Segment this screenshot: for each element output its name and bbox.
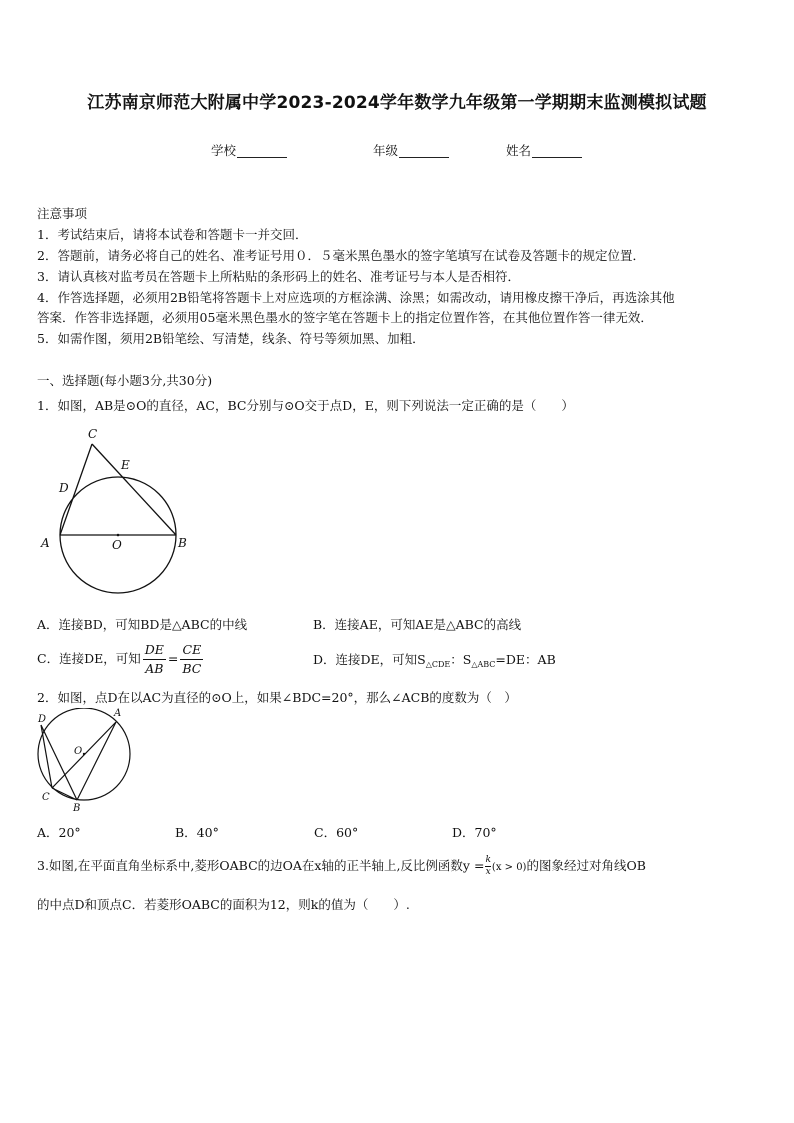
q2-figure: [30, 708, 140, 816]
q1-label-o: O: [112, 538, 122, 552]
fraction-denominator: BC: [182, 661, 202, 676]
q1-option-d[interactable]: [313, 650, 556, 669]
q1-label-b: B: [178, 536, 187, 550]
q2-stem: 2．如图，点D在以AC为直径的⊙O上，如果∠BDC=20°，那么∠ACB的度数为（ ）: [37, 690, 517, 705]
q2-option-c[interactable]: C．60°: [314, 825, 359, 840]
grade-label: 年级: [373, 143, 399, 158]
fraction-denominator: AB: [145, 661, 164, 676]
q2-label-c: C: [42, 792, 50, 803]
q2-option-b[interactable]: B．40°: [175, 825, 219, 840]
school-label: 学校: [211, 143, 237, 158]
fraction-denominator: x: [485, 867, 491, 877]
q3-stem-line2: 的中点D和顶点C．若菱形OABC的面积为12，则k的值为（ ）.: [37, 897, 410, 912]
subscript: △ABC: [471, 660, 496, 669]
name-blank[interactable]: [532, 143, 582, 158]
q2-label-b: B: [73, 803, 81, 814]
q1-option-c[interactable]: [37, 638, 205, 680]
q2-option-a[interactable]: A．20°: [37, 825, 81, 840]
note-item: 4．作答选择题，必须用2B铅笔将答题卡上对应选项的方框涂满、涂黑；如需改动，请用橡皮擦干净后，再选涂其他: [37, 290, 675, 305]
q1-option-a[interactable]: A．连接BD，可知BD是△ABC的中线: [37, 617, 248, 632]
q1-label-d: D: [59, 481, 69, 495]
name-label: 姓名: [506, 143, 532, 158]
q1-stem: 1．如图，AB是⊙O的直径，AC，BC分别与⊙O交于点D，E，则下列说法一定正确的是（ ）: [37, 398, 574, 413]
note-item: 5．如需作图，须用2B铅笔绘、写清楚，线条、符号等须加黑、加粗．: [37, 331, 425, 346]
q2-option-d[interactable]: D．70°: [452, 825, 497, 840]
grade-blank[interactable]: [399, 143, 449, 158]
q1-option-d-text: D．连接DE，可知S: [313, 652, 426, 667]
exam-title: 江苏南京师范大附属中学2023-2024学年数学九年级第一学期期末监测模拟试题: [87, 93, 707, 113]
q1-option-b[interactable]: B．连接AE，可知AE是△ABC的高线: [313, 617, 522, 632]
q1-option-d-text: =DE：AB: [495, 652, 556, 667]
q3-condition: (x > 0): [491, 862, 527, 873]
q1-label-c: C: [88, 427, 98, 441]
section-heading: 一、选择题(每小题3分,共30分): [37, 373, 213, 388]
q3-k-over-x: [485, 855, 490, 878]
school-blank[interactable]: [237, 143, 287, 158]
q1-label-a: A: [41, 536, 50, 550]
q3-stem: [37, 848, 646, 884]
q1-diagram: [30, 425, 190, 600]
note-item: 答案．作答非选择题，必须用05毫米黑色墨水的签字笔在答题卡上的指定位置作答，在其他位置作答一律无效．: [37, 310, 653, 325]
school-field[interactable]: [211, 141, 287, 159]
fraction-numerator: CE: [180, 641, 203, 660]
note-item: 2．答题前，请务必将自己的姓名、准考证号用０．５毫米黑色墨水的签字笔填写在试卷及答题卡的规定位置．: [37, 248, 645, 263]
q1-option-d-text: ：S: [450, 652, 472, 667]
note-item: 1．考试结束后，请将本试卷和答题卡一并交回．: [37, 227, 308, 242]
q1-option-c-text: C．连接DE，可知: [37, 651, 141, 666]
equals-sign: =: [167, 651, 179, 666]
q1-option-c-fraction-1: [143, 641, 166, 678]
q3-stem-text: 的图象经过对角线OB: [526, 858, 646, 873]
subscript: △CDE: [425, 660, 451, 669]
grade-field[interactable]: [373, 141, 449, 159]
q1-figure: [30, 425, 190, 600]
note-item: 3．请认真核对监考员在答题卡上所粘贴的条形码上的姓名、准考证号与本人是否相符．: [37, 269, 520, 284]
fraction-numerator: k: [485, 855, 491, 865]
name-field[interactable]: [506, 141, 582, 159]
q2-label-d: D: [38, 714, 47, 725]
q2-label-o: O: [74, 746, 83, 757]
notes-heading: 注意事项: [37, 206, 88, 221]
q2-label-a: A: [114, 708, 122, 719]
fraction-numerator: DE: [143, 641, 166, 660]
q1-label-e: E: [121, 458, 130, 472]
q3-stem-text: 3.如图,在平面直角坐标系中,菱形OABC的边OA在x轴的正半轴上,反比例函数y =: [37, 858, 485, 873]
q1-option-c-fraction-2: [180, 641, 203, 678]
